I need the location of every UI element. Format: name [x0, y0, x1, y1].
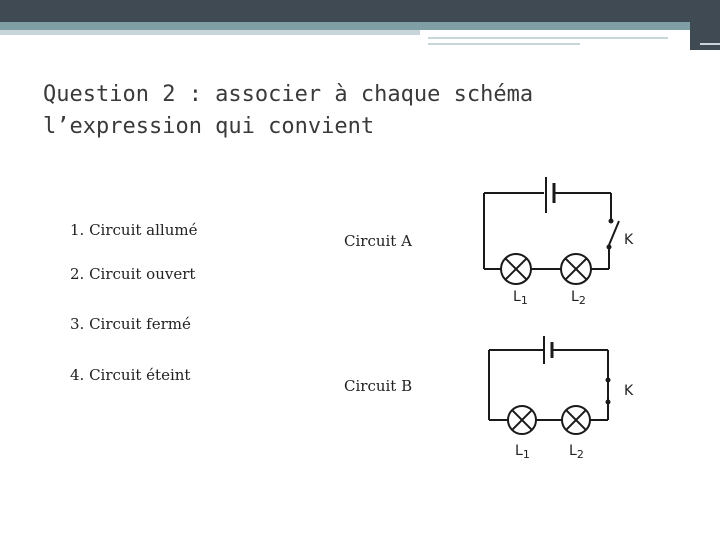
lamp-1-label: $L_1$: [515, 443, 530, 461]
header-dark-strip: [0, 0, 690, 22]
switch-contact: [606, 378, 611, 383]
lamp-2-label: $L_2$: [571, 289, 586, 307]
expression-item: 4. Circuit éteint: [70, 366, 191, 384]
circuit-b-label: Circuit B: [344, 377, 413, 395]
switch-label: K: [624, 383, 634, 399]
switch-label: K: [624, 232, 634, 248]
header-dark-block: [690, 0, 720, 50]
switch-contact: [609, 219, 614, 224]
lamp-2-label: $L_2$: [569, 443, 584, 461]
header-light-strip: [0, 30, 420, 35]
switch-contact: [606, 400, 611, 405]
header-band: [0, 0, 720, 50]
circuit-a-label: Circuit A: [344, 232, 412, 250]
circuit-a-diagram: [470, 165, 670, 315]
switch-lever: [609, 221, 619, 245]
circuit-b-diagram: [470, 330, 670, 470]
header-teal-strip: [0, 22, 690, 30]
switch-contact: [607, 245, 612, 250]
lamp-1-label: $L_1$: [513, 289, 528, 307]
expression-item: 2. Circuit ouvert: [70, 265, 196, 283]
expression-item: 1. Circuit allumé: [70, 221, 198, 239]
question-title: Question 2 : associer à chaque schéma l’expression qui convient: [43, 82, 534, 139]
expression-item: 3. Circuit fermé: [70, 315, 191, 333]
